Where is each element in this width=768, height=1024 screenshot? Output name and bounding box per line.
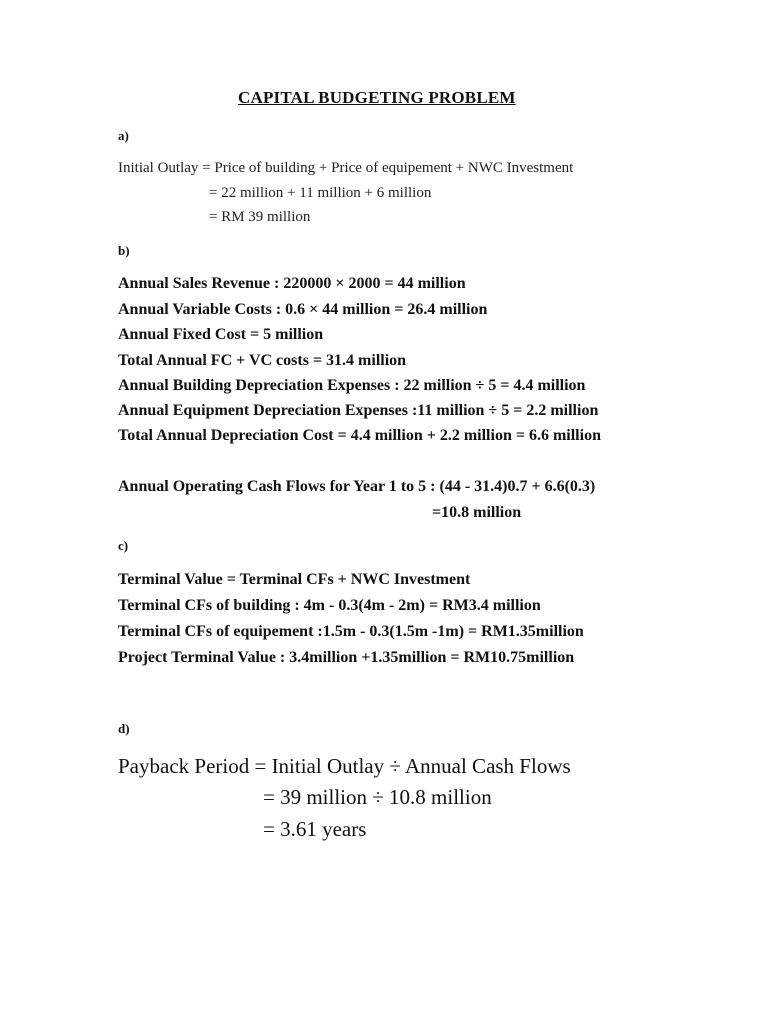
section-b-label: b)	[118, 243, 130, 258]
section-d-line: Payback Period = Initial Outlay ÷ Annual Cash Flows	[118, 754, 571, 778]
section-c-label: c)	[118, 538, 129, 553]
section-b-ocf-result: =10.8 million	[432, 504, 522, 521]
section-b-line: Total Annual Depreciation Cost = 4.4 million + 2.2 million = 6.6 million	[118, 427, 601, 444]
section-c-line: Terminal CFs of equipement :1.5m - 0.3(1.5m -1m) = RM1.35million	[118, 623, 584, 640]
section-c-line: Project Terminal Value : 3.4million +1.35million = RM10.75million	[118, 649, 575, 666]
section-b-line: Annual Fixed Cost = 5 million	[118, 326, 324, 343]
section-d-label: d)	[118, 721, 130, 736]
section-b-line: Annual Sales Revenue : 220000 × 2000 = 44 million	[118, 275, 466, 292]
section-b-line: Annual Equipment Depreciation Expenses :11 million ÷ 5 = 2.2 million	[118, 402, 599, 419]
section-b-line: Annual Variable Costs : 0.6 × 44 million = 26.4 million	[118, 301, 488, 318]
section-b-line: Annual Building Depreciation Expenses : 22 million ÷ 5 = 4.4 million	[118, 377, 586, 394]
section-a-line: = RM 39 million	[209, 209, 311, 225]
section-a-label: a)	[118, 128, 129, 143]
section-b-line: Total Annual FC + VC costs = 31.4 million	[118, 352, 407, 369]
section-d-line: = 3.61 years	[263, 817, 367, 841]
section-c-line: Terminal Value = Terminal CFs + NWC Investment	[118, 571, 471, 588]
section-b-ocf-line: Annual Operating Cash Flows for Year 1 to 5 : (44 - 31.4)0.7 + 6.6(0.3)	[118, 478, 596, 495]
section-a-line: = 22 million + 11 million + 6 million	[209, 185, 432, 201]
section-c-line: Terminal CFs of building : 4m - 0.3(4m - 2m) = RM3.4 million	[118, 597, 541, 614]
section-d-line: = 39 million ÷ 10.8 million	[263, 785, 492, 809]
page-title: CAPITAL BUDGETING PROBLEM	[238, 88, 516, 107]
section-a-line: Initial Outlay = Price of building + Price of equipement + NWC Investment	[118, 160, 574, 176]
